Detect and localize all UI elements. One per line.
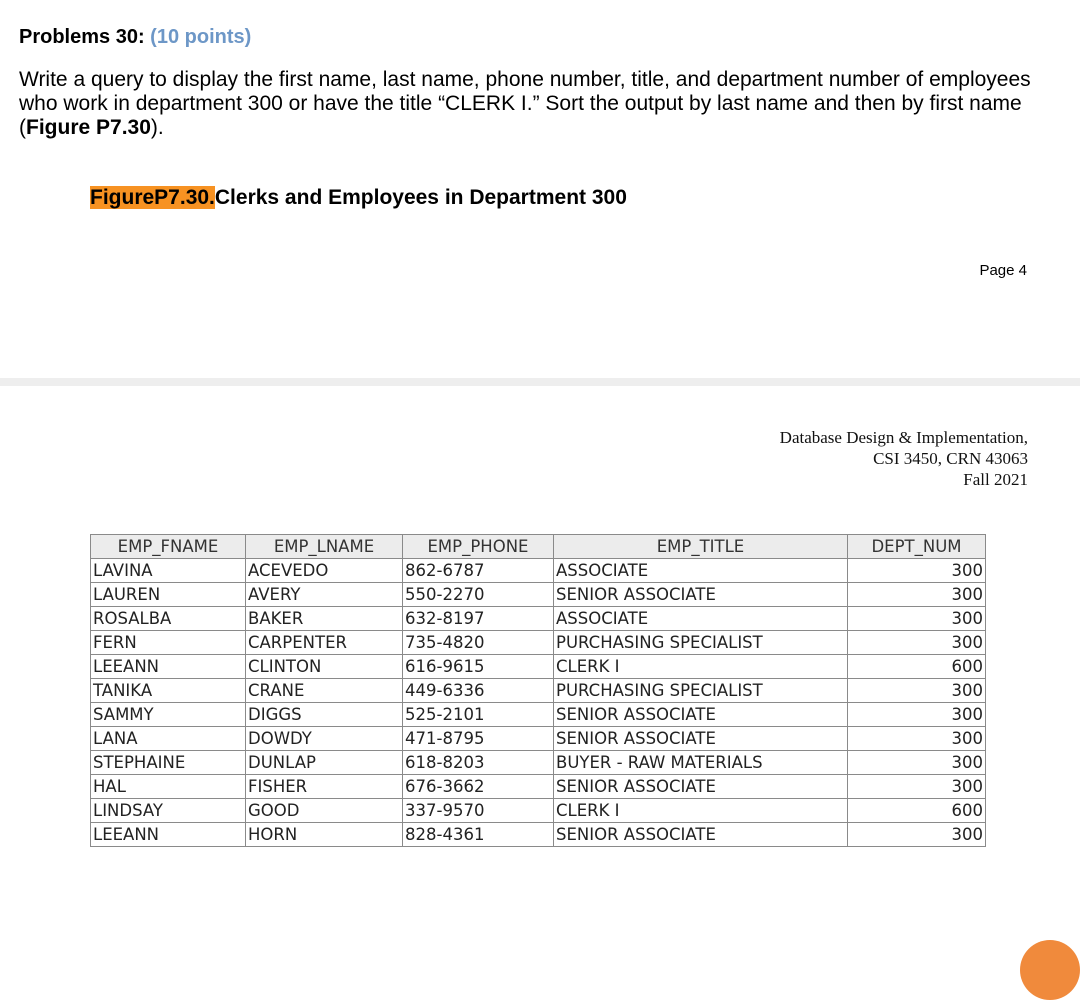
table-cell: DIGGS — [246, 703, 403, 727]
table-cell: ASSOCIATE — [554, 607, 848, 631]
table-cell: CRANE — [246, 679, 403, 703]
table-row — [91, 655, 986, 679]
table-cell: 300 — [848, 727, 986, 751]
table-cell: AVERY — [246, 583, 403, 607]
table-cell: 550-2270 — [403, 583, 554, 607]
table-row — [91, 583, 986, 607]
table-cell: 616-9615 — [403, 655, 554, 679]
table-cell: 676-3662 — [403, 775, 554, 799]
question-figure-ref: Figure P7.30 — [26, 116, 151, 139]
table-row — [91, 799, 986, 823]
table-cell: SENIOR ASSOCIATE — [554, 703, 848, 727]
column-header: EMP_PHONE — [403, 535, 554, 559]
figure-caption-text: Clerks and Employees in Department 300 — [214, 186, 627, 209]
table-cell: 600 — [848, 799, 986, 823]
table-cell: SENIOR ASSOCIATE — [554, 823, 848, 847]
table-cell: PURCHASING SPECIALIST — [554, 631, 848, 655]
table-cell: SENIOR ASSOCIATE — [554, 727, 848, 751]
table-row — [91, 559, 986, 583]
table-cell: 300 — [848, 679, 986, 703]
corner-decoration — [1020, 940, 1080, 1000]
table-cell: HAL — [91, 775, 246, 799]
table-body — [91, 559, 986, 847]
table-cell: ACEVEDO — [246, 559, 403, 583]
table-cell: 735-4820 — [403, 631, 554, 655]
table-cell: BAKER — [246, 607, 403, 631]
column-header: EMP_LNAME — [246, 535, 403, 559]
table-cell: LEEANN — [91, 655, 246, 679]
table-cell: 300 — [848, 751, 986, 775]
document-header — [780, 427, 1028, 490]
table-cell: 300 — [848, 631, 986, 655]
table-cell: 300 — [848, 703, 986, 727]
table-cell: 300 — [848, 559, 986, 583]
table-row — [91, 727, 986, 751]
table-cell: DUNLAP — [246, 751, 403, 775]
table-cell: CLINTON — [246, 655, 403, 679]
table-cell: CLERK I — [554, 799, 848, 823]
header-crn: CSI 3450, CRN 43063 — [873, 449, 1028, 468]
table-cell: FISHER — [246, 775, 403, 799]
table-cell: 471-8795 — [403, 727, 554, 751]
column-header: EMP_TITLE — [554, 535, 848, 559]
table-cell: LEEANN — [91, 823, 246, 847]
document-page-upper — [0, 0, 1080, 378]
table-cell: 300 — [848, 607, 986, 631]
problem-number: Problems 30: — [19, 26, 145, 48]
table-cell: CARPENTER — [246, 631, 403, 655]
table-cell: ASSOCIATE — [554, 559, 848, 583]
table-cell: 300 — [848, 583, 986, 607]
column-header: EMP_FNAME — [91, 535, 246, 559]
table-row — [91, 631, 986, 655]
table-cell: STEPHAINE — [91, 751, 246, 775]
table-cell: LINDSAY — [91, 799, 246, 823]
figure-label: FigureP7.30. — [90, 186, 215, 209]
problem-points: (10 points) — [150, 26, 252, 48]
page-break — [0, 378, 1080, 386]
table-cell: GOOD — [246, 799, 403, 823]
query-result-table — [90, 534, 986, 847]
table-cell: CLERK I — [554, 655, 848, 679]
table-row — [91, 607, 986, 631]
table-cell: BUYER - RAW MATERIALS — [554, 751, 848, 775]
question-text-start: Write a query to display the first name, last name, phone number, title, and department number of employees who work in department 300 or have the title “CLERK I.” Sort the output by last name and then by first name ( — [19, 68, 1031, 139]
problem-title — [19, 26, 251, 49]
table-cell: ROSALBA — [91, 607, 246, 631]
header-term: Fall 2021 — [963, 470, 1028, 489]
header-course: Database Design & Implementation, — [779, 428, 1028, 447]
table-cell: DOWDY — [246, 727, 403, 751]
table-cell: 337-9570 — [403, 799, 554, 823]
page-number: Page 4 — [979, 262, 1027, 279]
table-row — [91, 703, 986, 727]
table-cell: FERN — [91, 631, 246, 655]
table-cell: 525-2101 — [403, 703, 554, 727]
table-cell: 618-8203 — [403, 751, 554, 775]
table-cell: TANIKA — [91, 679, 246, 703]
table-row — [91, 679, 986, 703]
table-row — [91, 751, 986, 775]
column-header: DEPT_NUM — [848, 535, 986, 559]
table-cell: PURCHASING SPECIALIST — [554, 679, 848, 703]
table-cell: 828-4361 — [403, 823, 554, 847]
table-cell: 300 — [848, 775, 986, 799]
table-cell: 449-6336 — [403, 679, 554, 703]
table-cell: 300 — [848, 823, 986, 847]
question-text-end: ). — [150, 116, 164, 139]
table-cell: SENIOR ASSOCIATE — [554, 583, 848, 607]
table-cell: HORN — [246, 823, 403, 847]
table-cell: SENIOR ASSOCIATE — [554, 775, 848, 799]
table-row — [91, 775, 986, 799]
figure-caption — [90, 186, 627, 210]
table-cell: 862-6787 — [403, 559, 554, 583]
table-cell: 600 — [848, 655, 986, 679]
table-cell: 632-8197 — [403, 607, 554, 631]
table-cell: SAMMY — [91, 703, 246, 727]
table-row — [91, 823, 986, 847]
problem-question — [19, 68, 1069, 140]
table-cell: LANA — [91, 727, 246, 751]
table-header-row — [91, 535, 986, 559]
table-cell: LAUREN — [91, 583, 246, 607]
table-cell: LAVINA — [91, 559, 246, 583]
